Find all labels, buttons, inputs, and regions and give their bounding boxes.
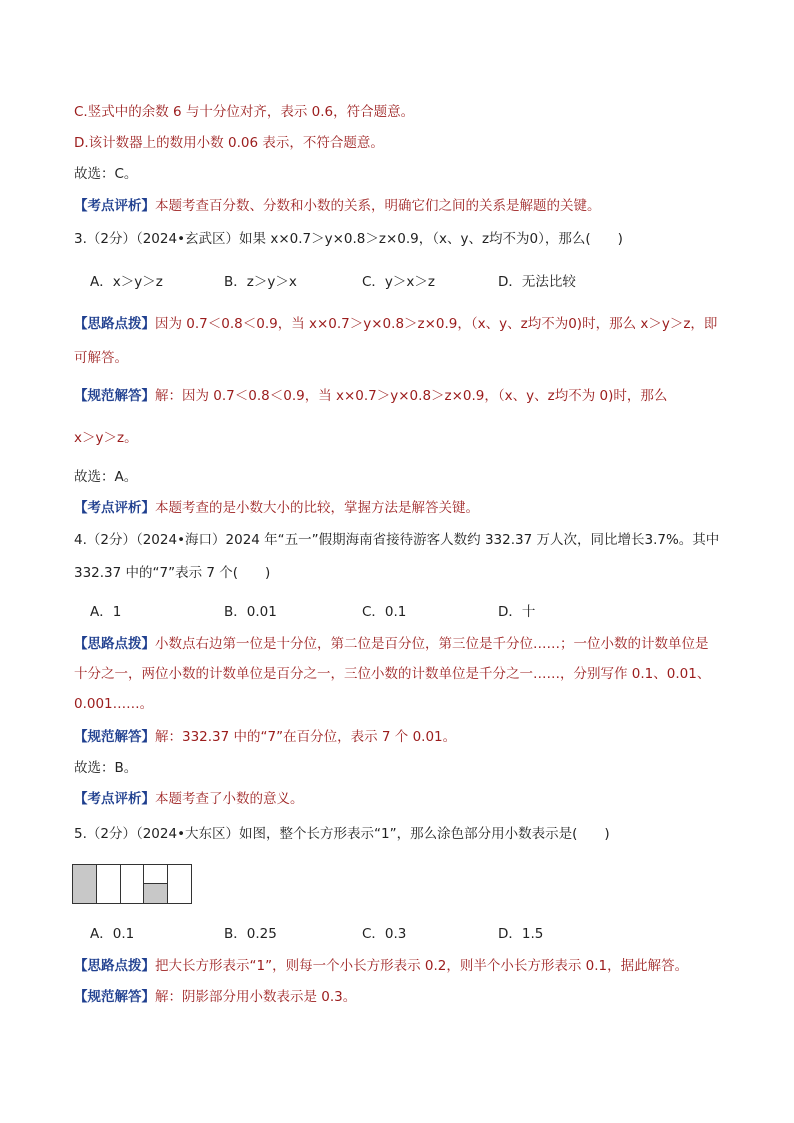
q3-evaluation-tag: 【考点评析】 [74, 500, 155, 516]
q4-evaluation-tag: 【考点评析】 [74, 791, 155, 807]
q3-hint-line1 [74, 314, 717, 334]
q4-stem-line1: 4.（2分）（2024•海口）2024 年“五一”假期海南省接待游客人数约 332.37 万人次，同比增长3.7%。其中 [74, 532, 720, 548]
q5-solution-text: 解：阴影部分用小数表示是 0.3。 [155, 989, 357, 1005]
q5-option-d: D．1.5 [498, 926, 544, 942]
q3-option-c: C．y＞x＞z [362, 274, 435, 290]
q3-solution-text1: 解：因为 0.7＜0.8＜0.9，当 x×0.7＞y×0.8＞z×0.9，（x、y、z均不为 0)时，那么 [155, 388, 668, 404]
q3-hint-tag: 【思路点拨】 [74, 316, 155, 332]
q5-option-c: C．0.3 [362, 926, 407, 942]
q5-solution [74, 987, 356, 1007]
q5-hint [74, 956, 688, 976]
answer-line: 故选：C。 [74, 166, 138, 182]
q5-stem: 5.（2分）（2024•大东区）如图，整个长方形表示“1”，那么涂色部分用小数表示是( ) [74, 826, 610, 842]
q4-evaluation-text: 本题考查了小数的意义。 [155, 791, 304, 807]
blank-cell [97, 865, 121, 903]
q3-option-d: D．无法比较 [498, 274, 576, 290]
q4-solution-text: 解：332.37 中的“7”在百分位，表示 7 个 0.01。 [155, 729, 457, 745]
q5-hint-text: 把大长方形表示“1”，则每一个小长方形表示 0.2，则半个小长方形表示 0.1，据此解答。 [155, 958, 689, 974]
q4-hint-text1: 小数点右边第一位是十分位，第二位是百分位，第三位是千分位……；一位小数的计数单位是 [155, 636, 709, 652]
q3-evaluation [74, 498, 479, 518]
q4-hint-line2: 十分之一，两位小数的计数单位是百分之一，三位小数的计数单位是千分之一……，分别写作 0.1、0.01、 [74, 666, 711, 682]
q4-answer: 故选：B。 [74, 760, 138, 776]
blank-cell [168, 865, 191, 903]
q4-option-b: B．0.01 [224, 604, 277, 620]
q3-evaluation-text: 本题考查的是小数大小的比较，掌握方法是解答关键。 [155, 500, 479, 516]
q5-option-b: B．0.25 [224, 926, 277, 942]
q4-stem-line2: 332.37 中的“7”表示 7 个( ) [74, 565, 271, 581]
q4-solution [74, 727, 456, 747]
q3-solution-line1 [74, 386, 667, 406]
q3-solution-line2: x＞y＞z。 [74, 430, 138, 446]
q4-option-c: C．0.1 [362, 604, 407, 620]
q4-solution-tag: 【规范解答】 [74, 729, 155, 745]
q3-solution-tag: 【规范解答】 [74, 388, 155, 404]
q4-option-a: A．1 [90, 604, 122, 620]
option-d-explanation: D.该计数器上的数用小数 0.06 表示，不符合题意。 [74, 135, 384, 151]
q3-answer: 故选：A。 [74, 469, 138, 485]
blank-cell [121, 865, 145, 903]
q5-solution-tag: 【规范解答】 [74, 989, 155, 1005]
shaded-cell [73, 865, 97, 903]
q4-option-d: D．十 [498, 604, 536, 620]
half-shade [144, 883, 167, 903]
option-c-explanation: C.竖式中的余数 6 与十分位对齐，表示 0.6，符合题意。 [74, 104, 415, 120]
q5-hint-tag: 【思路点拨】 [74, 958, 155, 974]
q3-hint-line2: 可解答。 [74, 350, 128, 366]
evaluation-tag: 【考点评析】 [74, 198, 155, 214]
half-shaded-cell [144, 865, 168, 903]
q4-hint-line3: 0.001……。 [74, 696, 154, 712]
q3-option-a: A．x＞y＞z [90, 274, 163, 290]
q3-stem: 3.（2分）（2024•玄武区）如果 x×0.7＞y×0.8＞z×0.9，（x、y、z均不为0），那么( ) [74, 231, 623, 247]
q3-option-b: B．z＞y＞x [224, 274, 297, 290]
evaluation-text: 本题考查百分数、分数和小数的关系，明确它们之间的关系是解题的关键。 [155, 198, 601, 214]
q4-hint-tag: 【思路点拨】 [74, 636, 155, 652]
q3-hint-text1: 因为 0.7＜0.8＜0.9，当 x×0.7＞y×0.8＞z×0.9，（x、y、z均不为0)时，那么 x＞y＞z，即 [155, 316, 718, 332]
evaluation-line [74, 196, 601, 216]
rectangle-figure [72, 864, 192, 904]
q4-evaluation [74, 789, 304, 809]
q4-hint-line1 [74, 634, 709, 654]
q5-option-a: A．0.1 [90, 926, 135, 942]
